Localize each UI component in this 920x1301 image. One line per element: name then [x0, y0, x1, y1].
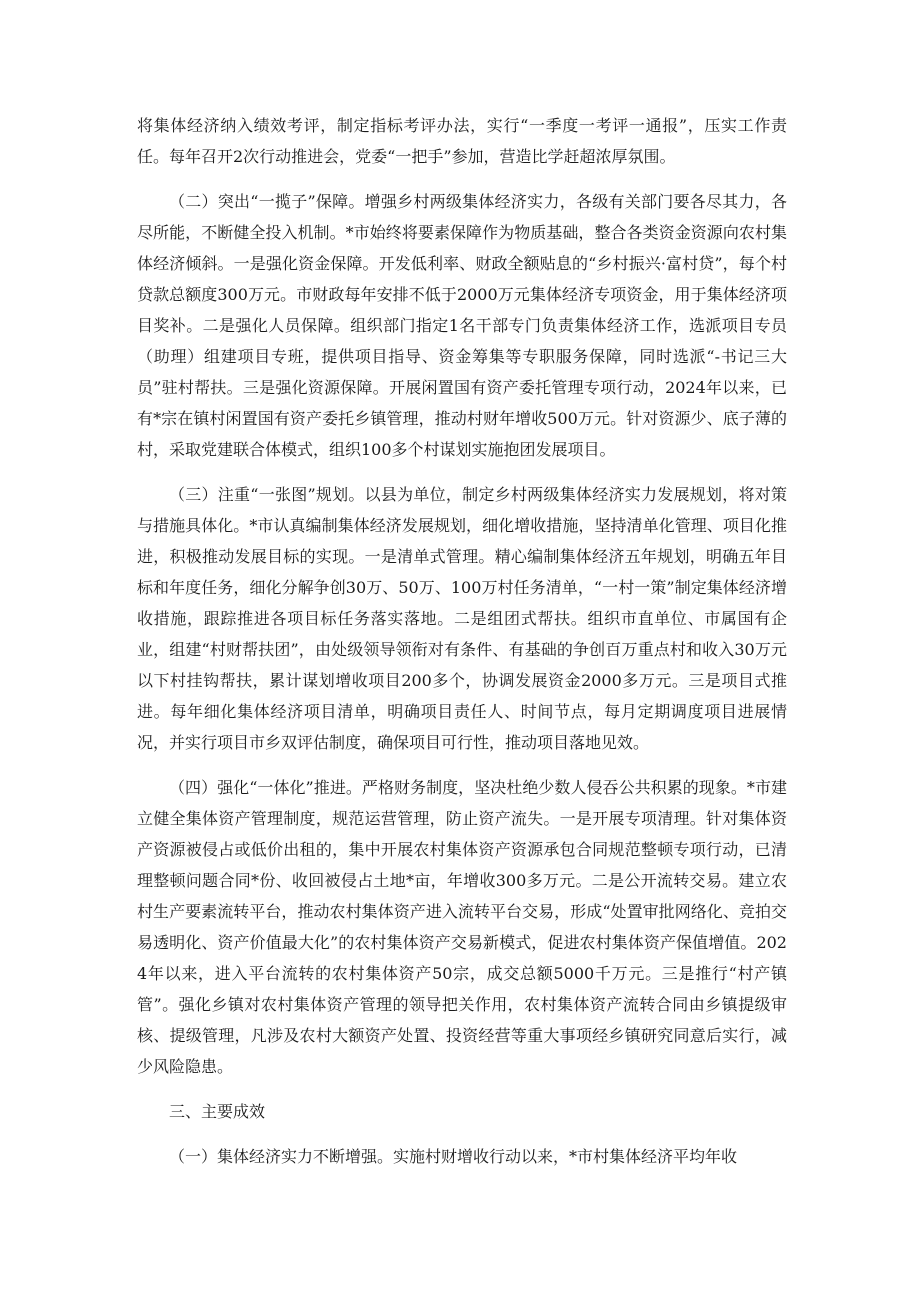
paragraph-section-3: （三）注重“一张图”规划。以县为单位，制定乡村两级集体经济实力发展规划，将对策与措施具体化。*市认真编制集体经济发展规划，细化增收措施，坚持清单化管理、项目化推进，积极推动发展目标的实现。一是清单式管理。精心编制集体经济五年规划，明确五年目标和年度任务，细化分解争创30万、50万、100万村任务清单，“一村一策”制定集体经济增收措施，跟踪推进各项目标任务落实落地。二是组团式帮扶。组织市直单位、市属国有企业，组建“村财帮扶团”，由处级领导领衔对有条件、有基础的争创百万重点村和收入30万元以下村挂钩帮扶，累计谋划增收项目200多个，协调发展资金2000多万元。三是项目式推进。每年细化集体经济项目清单，明确项目责任人、时间节点，每月定期调度项目进展情况，并实行项目市乡双评估制度，确保项目可行性，推动项目落地见效。 [137, 485, 787, 752]
paragraph-continuation: 将集体经济纳入绩效考评，制定指标考评办法，实行“一季度一考评一通报”，压实工作责任。每年召开2次行动推进会，党委“一把手”参加，营造比学赶超浓厚氛围。 [137, 116, 787, 166]
document-page [137, 110, 787, 1172]
section-heading-results: 三、主要成效 [169, 1102, 266, 1121]
paragraph-section-4: （四）强化“一体化”推进。严格财务制度，坚决杜绝少数人侵吞公共积累的现象。*市建立健全集体资产管理制度，规范运营管理，防止资产流失。一是开展专项清理。针对集体资产资源被侵占或低价出租的，集中开展农村集体资产资源承包合同规范整顿专项行动，已清理整顿问题合同*份、收回被侵占土地*亩，年增收300多万元。二是公开流转交易。建立农村生产要素流转平台，推动农村集体资产进入流转平台交易，形成“处置审批网络化、竞拍交易透明化、资产价值最大化”的农村集体资产交易新模式，促进农村集体资产保值增值。2024年以来，进入平台流转的农村集体资产50宗，成交总额5000千万元。三是推行“村产镇管”。强化乡镇对农村集体资产管理的领导把关作用，农村集体资产流转合同由乡镇提级审核、提级管理，凡涉及农村大额资产处置、投资经营等重大事项经乡镇研究同意后实行，减少风险隐患。 [137, 778, 787, 1076]
paragraph-section-2: （二）突出“一揽子”保障。增强乡村两级集体经济实力，各级有关部门要各尽其力，各尽所能，不断健全投入机制。*市始终将要素保障作为物质基础，整合各类资金资源向农村集体经济倾斜。一是强化资金保障。开发低利率、财政全额贴息的“乡村振兴·富村贷”，每个村贷款总额度300万元。市财政每年安排不低于2000万元集体经济专项资金，用于集体经济项目奖补。二是强化人员保障。组织部门指定1名干部专门负责集体经济工作，选派项目专员（助理）组建项目专班，提供项目指导、资金筹集等专职服务保障，同时选派“-书记三大员”驻村帮扶。三是强化资源保障。开展闲置国有资产委托管理专项行动，2024年以来，已有*宗在镇村闲置国有资产委托乡镇管理，推动村财年增收500万元。针对资源少、底子薄的村，采取党建联合体模式，组织100多个村谋划实施抱团发展项目。 [137, 192, 787, 459]
paragraph-results-1: （一）集体经济实力不断增强。实施村财增收行动以来，*市村集体经济平均年收 [169, 1147, 738, 1166]
